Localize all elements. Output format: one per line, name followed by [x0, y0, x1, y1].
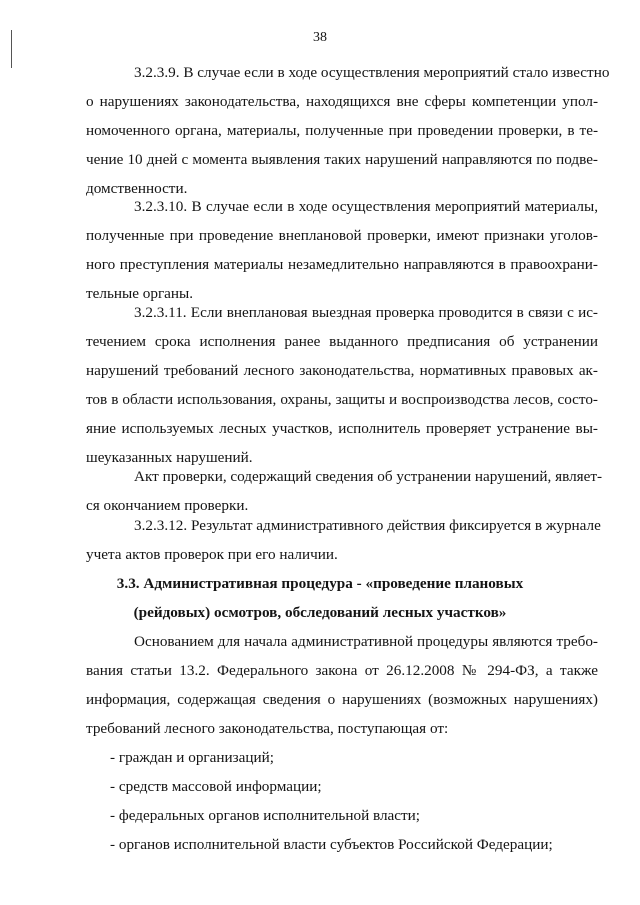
text-line: течением срока исполнения ранее выданного предписания об устранении: [86, 333, 598, 350]
text-line: 3.2.3.10. В случае если в ходе осуществления мероприятий материалы,: [134, 198, 598, 215]
text-line: ся окончанием проверки.: [86, 497, 249, 514]
text-line: учета актов проверок при его наличии.: [86, 546, 338, 563]
text-line: 3.2.3.9. В случае если в ходе осуществления мероприятий стало известно: [134, 64, 610, 81]
text-line: 3.2.3.12. Результат административного действия фиксируется в журнале: [134, 517, 601, 534]
text-line: номоченного органа, материалы, полученные при проведении проверки, в те-: [86, 122, 598, 139]
section-heading: 3.3. Административная процедура - «проведение плановых: [116, 575, 524, 592]
text-line: вания статьи 13.2. Федерального закона от 26.12.2008 № 294-ФЗ, а также: [86, 662, 598, 679]
text-line: Основанием для начала административной процедуры являются требо-: [134, 633, 598, 650]
text-line: тельные органы.: [86, 285, 194, 302]
list-item: - федеральных органов исполнительной власти;: [110, 807, 421, 824]
text-line: ного преступления материалы незамедлительно направляются в правоохрани-: [86, 256, 598, 273]
list-item: - граждан и организаций;: [110, 749, 274, 766]
page-number: 38: [313, 30, 327, 45]
text-line: шеуказанных нарушений.: [86, 449, 253, 466]
text-line: о нарушениях законодательства, находящихся вне сферы компетенции упол-: [86, 93, 598, 110]
list-item: - органов исполнительной власти субъектов Российской Федерации;: [110, 836, 553, 853]
text-line: чение 10 дней с момента выявления таких нарушений направляются по подве-: [86, 151, 598, 168]
text-line: 3.2.3.11. Если внеплановая выездная проверка проводится в связи с ис-: [134, 304, 598, 321]
text-line: домственности.: [86, 180, 188, 197]
text-line: требований лесного законодательства, поступающая от:: [86, 720, 449, 737]
text-line: яние используемых лесных участков, исполнитель проверяет устранение вы-: [86, 420, 598, 437]
text-line: Акт проверки, содержащий сведения об устранении нарушений, являет-: [134, 468, 603, 485]
list-item: - средств массовой информации;: [110, 778, 322, 795]
text-line: полученные при проведение внеплановой проверки, имеют признаки уголов-: [86, 227, 598, 244]
text-line: тов в области использования, охраны, защиты и воспроизводства лесов, состо-: [86, 391, 598, 408]
text-line: нарушений требований лесного законодательства, нормативных правовых ак-: [86, 362, 598, 379]
section-heading-continued: (рейдовых) осмотров, обследований лесных участков»: [133, 604, 507, 621]
text-line: информация, содержащая сведения о нарушениях (возможных нарушениях): [86, 691, 598, 708]
